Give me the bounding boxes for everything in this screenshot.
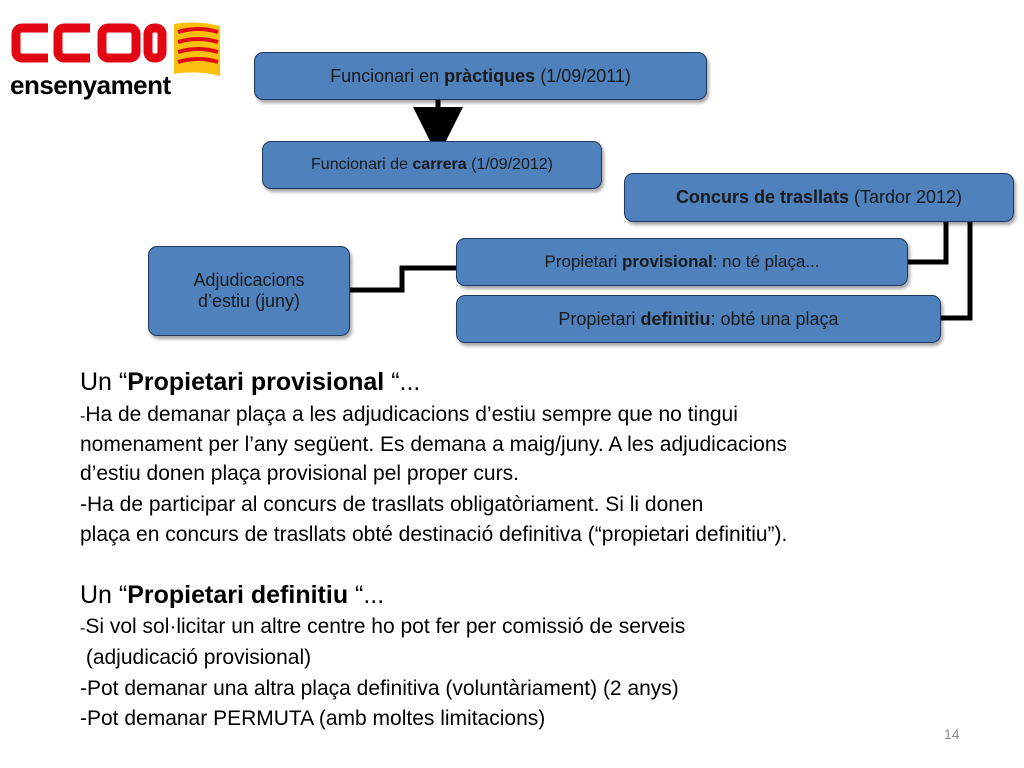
section1-line-5: plaça en concurs de trasllats obté destinació definitiva (“propietari definitiu”). bbox=[80, 523, 788, 546]
logo-wordmark: ensenyament bbox=[10, 70, 171, 100]
box-funcionari-carrera: Funcionari de carrera (1/09/2012) bbox=[262, 141, 602, 189]
box-propietari-definitiu: Propietari definitiu: obté una plaça bbox=[456, 295, 941, 343]
page-number: 14 bbox=[944, 726, 960, 742]
box-funcionari-practiques: Funcionari en pràctiques (1/09/2011) bbox=[254, 52, 707, 100]
section2-heading: Un “Propietari definitiu “... bbox=[80, 581, 385, 609]
section1-heading: Un “Propietari provisional “... bbox=[80, 368, 421, 396]
adjudicacions-line2: d’estiu (juny) bbox=[197, 291, 301, 311]
section2-line-3: -Pot demanar una altra plaça definitiva (voluntàriament) (2 anys) bbox=[80, 677, 679, 700]
adjudicacions-line1: Adjudicacions bbox=[193, 270, 305, 291]
box-adjudicacions-estiu bbox=[148, 246, 350, 336]
connector-box4-to-concurs bbox=[908, 222, 946, 262]
section1-line-2: nomenament per l’any següent. Es demana a maig/juny. A les adjudicacions bbox=[80, 433, 788, 456]
box-concurs-trasllats: Concurs de trasllats (Tardor 2012) bbox=[624, 173, 1014, 222]
section2-line-4: -Pot demanar PERMUTA (amb moltes limitacions) bbox=[80, 707, 546, 730]
connector-adjudicacions-to-box4 bbox=[350, 268, 457, 290]
section1-line-3: d’estiu donen plaça provisional pel proper curs. bbox=[80, 462, 519, 485]
box-propietari-provisional: Propietari provisional: no té plaça... bbox=[456, 238, 908, 286]
section1-line-1: -Ha de demanar plaça a les adjudicacions d’estiu sempre que no tingui bbox=[80, 403, 738, 426]
section2-line-1: -Si vol sol·licitar un altre centre ho pot fer per comissió de serveis bbox=[80, 615, 686, 638]
section2-line-2: (adjudicació provisional) bbox=[80, 646, 312, 669]
section1-line-4: -Ha de participar al concurs de trasllats obligatòriament. Si li donen bbox=[80, 493, 704, 516]
